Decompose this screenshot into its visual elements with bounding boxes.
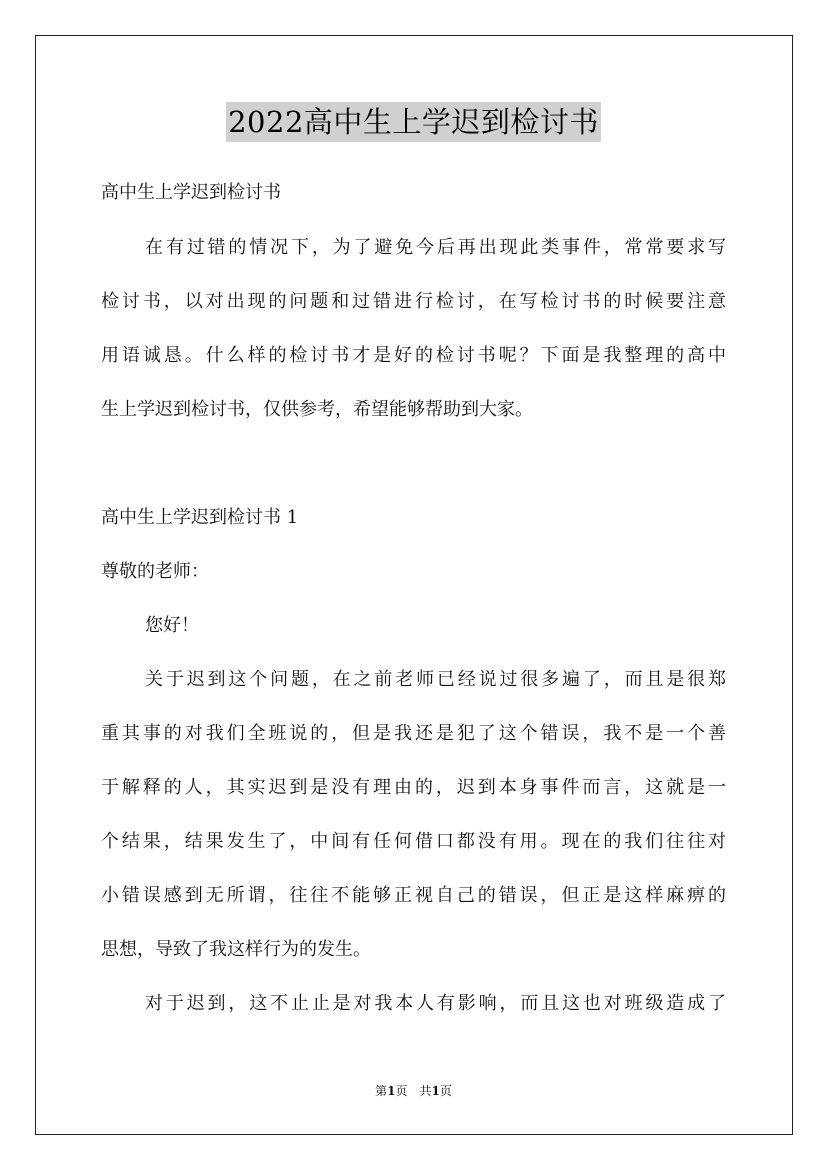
footer-page-current: 1 bbox=[387, 1084, 396, 1098]
footer-page-mid: 页 共 bbox=[395, 1084, 432, 1098]
body-line-4: 个结果，结果发生了，中间有任何借口都没有用。现在的我们往往对 bbox=[101, 831, 726, 852]
intro-line-2: 检讨书，以对出现的问题和过错进行检讨，在写检讨书的时候要注意 bbox=[101, 291, 726, 312]
body-line-7: 对于迟到，这不止止是对我本人有影响，而且这也对班级造成了 bbox=[145, 993, 726, 1014]
footer-page-total: 1 bbox=[431, 1084, 440, 1098]
title-container bbox=[0, 102, 827, 142]
body-line-3: 于解释的人，其实迟到是没有理由的，迟到本身事件而言，这就是一 bbox=[101, 777, 726, 798]
section-heading: 高中生上学迟到检讨书 1 bbox=[101, 507, 299, 528]
body-line-1: 关于迟到这个问题，在之前老师已经说过很多遍了，而且是很郑 bbox=[145, 669, 726, 690]
body-line-5: 小错误感到无所谓，往往不能够正视自己的错误，但正是这样麻痹的 bbox=[101, 885, 726, 906]
document-title: 2022高中生上学迟到检讨书 bbox=[226, 102, 601, 142]
greeting: 您好！ bbox=[145, 615, 199, 636]
intro-line-1: 在有过错的情况下，为了避免今后再出现此类事件，常常要求写 bbox=[145, 237, 726, 258]
body-line-2: 重其事的对我们全班说的，但是我还是犯了这个错误，我不是一个善 bbox=[101, 723, 726, 744]
document-subtitle: 高中生上学迟到检讨书 bbox=[101, 182, 281, 203]
intro-line-4: 生上学迟到检讨书，仅供参考，希望能够帮助到大家。 bbox=[101, 399, 533, 420]
footer-page-suffix: 页 bbox=[439, 1084, 452, 1098]
salutation: 尊敬的老师： bbox=[101, 561, 209, 582]
body-line-6: 思想，导致了我这样行为的发生。 bbox=[101, 939, 371, 960]
page-footer bbox=[0, 1083, 827, 1099]
intro-line-3: 用语诚恳。什么样的检讨书才是好的检讨书呢？下面是我整理的高中 bbox=[101, 345, 726, 366]
footer-page-prefix: 第 bbox=[375, 1084, 388, 1098]
